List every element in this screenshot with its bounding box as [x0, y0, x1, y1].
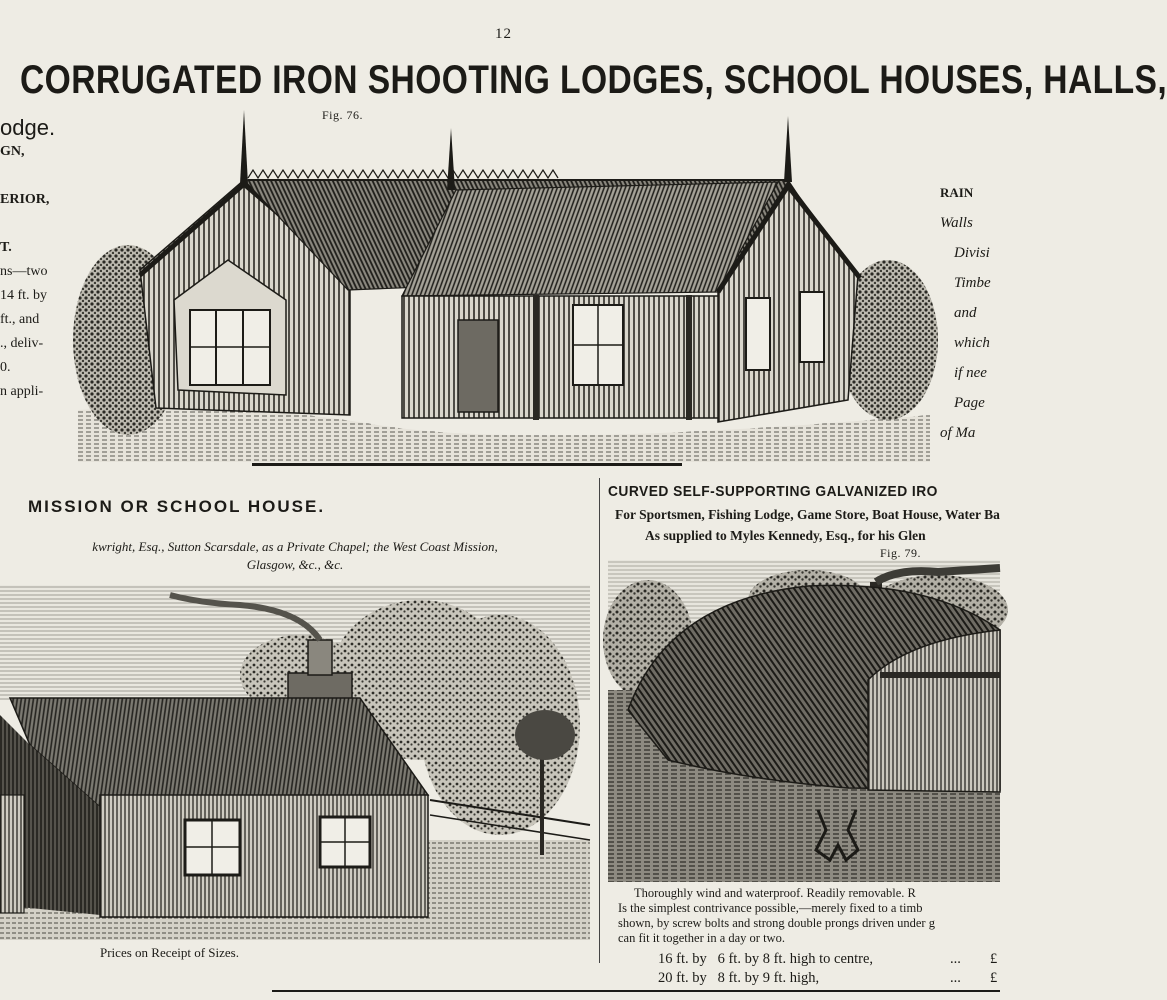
mission-subtitle-line-2: Glasgow, &c., &c. — [246, 557, 344, 572]
size-dims: 20 ft. by 8 ft. by 9 ft. high, — [658, 970, 820, 986]
size-price: £ — [990, 951, 998, 967]
curved-desc-line-4: can fit it together in a day or two. — [618, 931, 785, 945]
right-column-text — [940, 178, 1000, 448]
curved-hut-illustration — [608, 560, 1000, 882]
size-row — [658, 950, 997, 969]
right-line-4: which — [954, 335, 990, 351]
left-column-text — [0, 116, 70, 404]
right-line-7: of Ma — [940, 425, 976, 441]
size-dots: ... — [950, 970, 961, 986]
mission-subtitle — [0, 538, 590, 574]
right-line-1: Divisi — [954, 245, 990, 261]
size-price-list — [658, 950, 997, 988]
left-line-8: ft., and — [0, 312, 40, 327]
curved-section-title: CURVED SELF-SUPPORTING GALVANIZED IRO — [608, 483, 938, 500]
curved-desc-line-3: shown, by screw bolts and strong double prongs driven under g — [618, 916, 935, 930]
divider-rule-top — [252, 463, 682, 466]
mission-section-title: MISSION OR SCHOOL HOUSE. — [28, 497, 326, 516]
curved-subtitle-line-1: For Sportsmen, Fishing Lodge, Game Store, Boat House, Water Ba — [615, 507, 1000, 522]
size-dots: ... — [950, 951, 961, 967]
size-row — [658, 969, 997, 988]
left-line-7: 14 ft. by — [0, 288, 48, 303]
left-line-6: ns—two — [0, 264, 48, 279]
column-divider — [599, 478, 600, 963]
divider-rule-bottom — [272, 990, 1000, 992]
right-line-2: Timbe — [954, 275, 991, 291]
left-line-9: ., deliv- — [0, 336, 44, 351]
left-line-0: odge. — [0, 115, 56, 140]
curved-description — [618, 886, 935, 946]
left-line-4 — [0, 212, 70, 236]
prices-note: Prices on Receipt of Sizes. — [100, 945, 239, 960]
mission-subtitle-line-1: kwright, Esq., Sutton Scarsdale, as a Private Chapel; the West Coast Mission, — [92, 539, 498, 554]
curved-desc-line-1: Thoroughly wind and waterproof. Readily removable. R — [634, 886, 916, 900]
left-line-1: GN, — [0, 144, 25, 159]
mission-house-illustration — [0, 585, 590, 940]
right-heading: RAIN — [940, 185, 974, 200]
curved-subtitle-line-2: As supplied to Myles Kennedy, Esq., for his Glen — [645, 528, 926, 543]
right-line-6: Page — [954, 395, 985, 411]
right-line-5: if nee — [954, 365, 987, 381]
size-price: £ — [990, 970, 998, 986]
left-line-5: T. — [0, 240, 12, 255]
right-line-3: and — [954, 305, 977, 321]
fig-76-label: Fig. 76. — [322, 108, 364, 122]
left-line-10: 0. — [0, 360, 11, 375]
fig-79-label: Fig. 79. — [880, 546, 922, 560]
left-line-2 — [0, 164, 70, 188]
size-dims: 16 ft. by 6 ft. by 8 ft. high to centre, — [658, 951, 874, 967]
curved-subtitle — [615, 504, 1000, 546]
fig-76-lodge-illustration — [78, 110, 930, 462]
page-number: 12 — [495, 26, 512, 42]
right-line-0: Walls — [940, 215, 973, 231]
curved-desc-line-2: Is the simplest contrivance possible,—merely fixed to a timb — [618, 901, 923, 915]
left-line-11: n appli- — [0, 384, 44, 399]
page-title: CORRUGATED IRON SHOOTING LODGES, SCHOOL HOUSES, HALLS, — [20, 58, 1167, 102]
left-line-3: ERIOR, — [0, 192, 50, 207]
